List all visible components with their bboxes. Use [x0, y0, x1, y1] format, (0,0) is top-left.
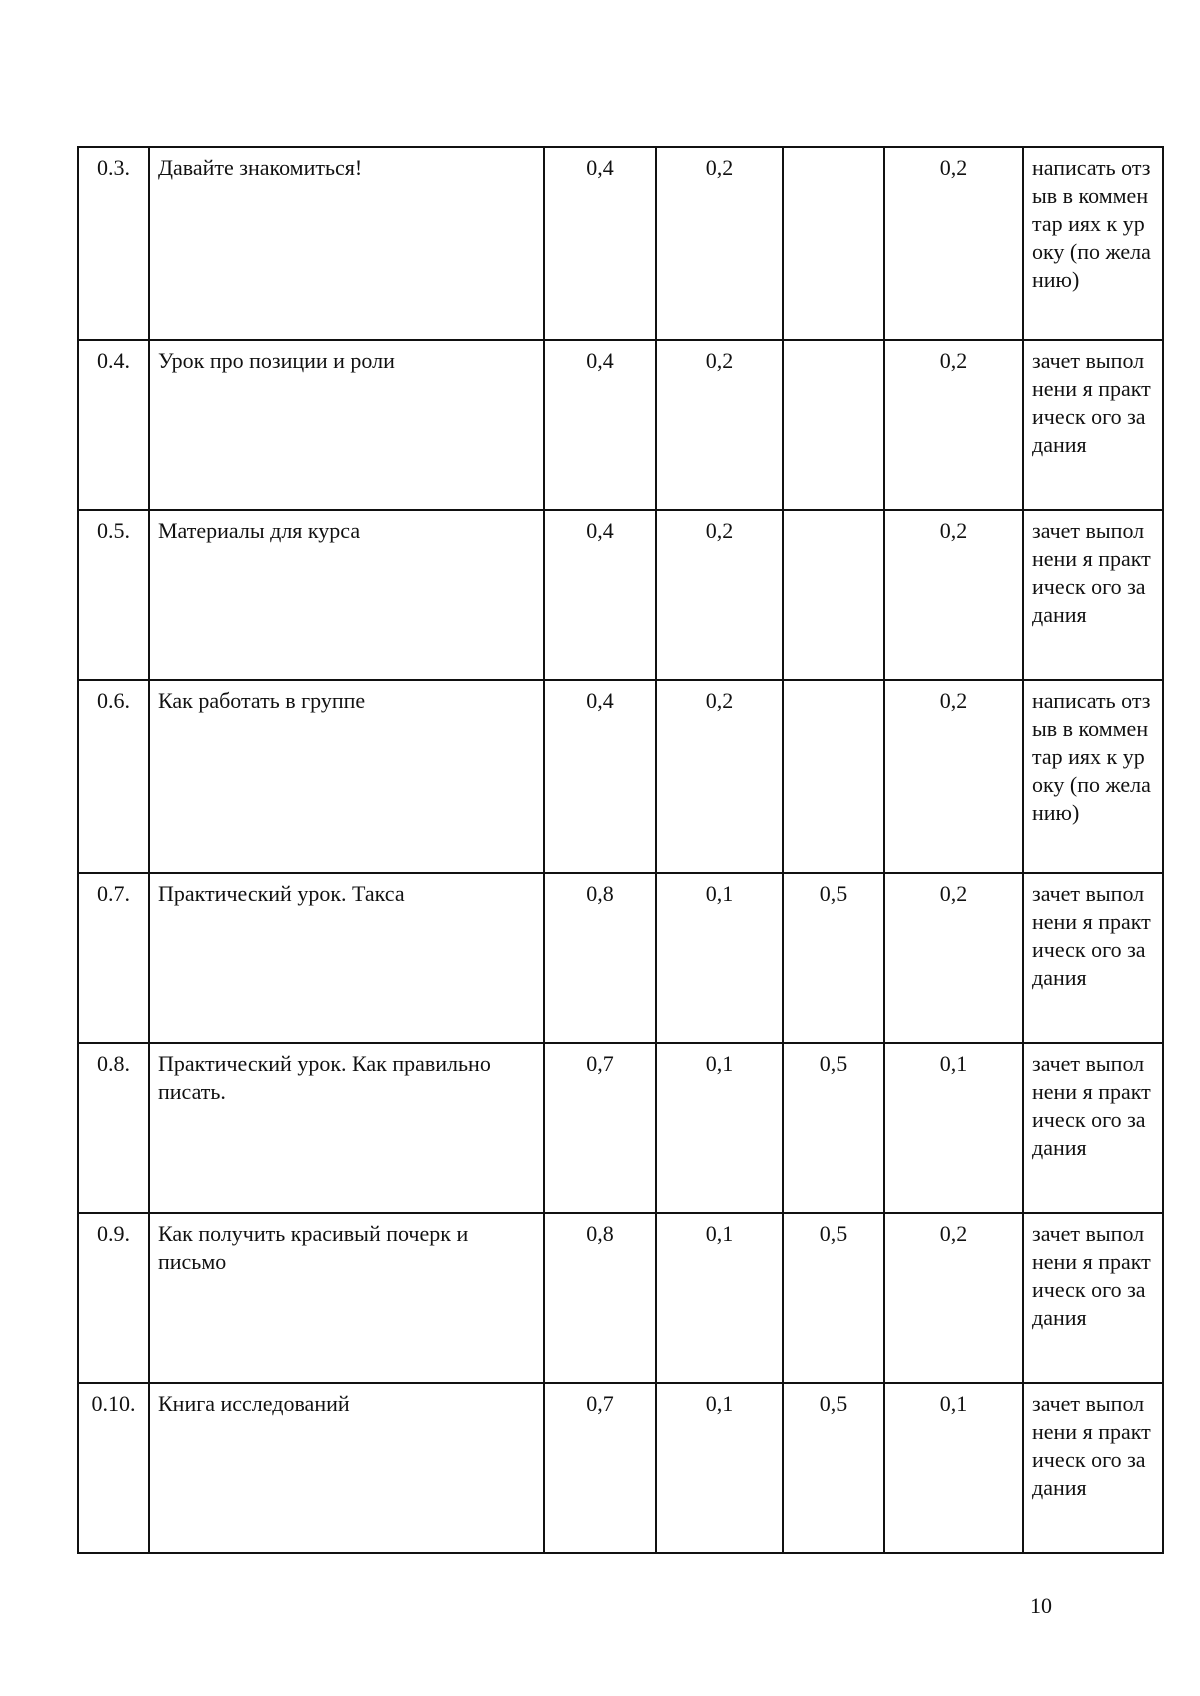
hours-self-study-cell: 0,2 [884, 873, 1023, 1043]
row-number-cell: 0.7. [78, 873, 149, 1043]
table-row [78, 1213, 1163, 1383]
curriculum-table-body [78, 147, 1163, 1553]
hours-theory-cell: 0,1 [656, 1383, 783, 1553]
hours-self-study-cell: 0,2 [884, 680, 1023, 873]
lesson-title-cell: Как работать в группе [149, 680, 544, 873]
row-number-cell: 0.3. [78, 147, 149, 340]
table-row [78, 147, 1163, 340]
table-row [78, 1043, 1163, 1213]
hours-practice-cell [783, 340, 884, 510]
hours-practice-cell [783, 147, 884, 340]
lesson-title-cell: Книга исследований [149, 1383, 544, 1553]
control-form-cell: зачет выполнени я практическ ого задания [1023, 873, 1163, 1043]
row-number-cell: 0.8. [78, 1043, 149, 1213]
lesson-title-cell: Материалы для курса [149, 510, 544, 680]
hours-total-cell: 0,4 [544, 147, 656, 340]
table-row [78, 1383, 1163, 1553]
row-number-cell: 0.4. [78, 340, 149, 510]
table-row [78, 873, 1163, 1043]
hours-theory-cell: 0,1 [656, 1043, 783, 1213]
hours-practice-cell [783, 680, 884, 873]
table-row [78, 680, 1163, 873]
hours-total-cell: 0,7 [544, 1383, 656, 1553]
hours-self-study-cell: 0,1 [884, 1383, 1023, 1553]
hours-practice-cell: 0,5 [783, 873, 884, 1043]
hours-practice-cell: 0,5 [783, 1383, 884, 1553]
hours-practice-cell: 0,5 [783, 1213, 884, 1383]
hours-self-study-cell: 0,2 [884, 340, 1023, 510]
hours-total-cell: 0,8 [544, 1213, 656, 1383]
hours-total-cell: 0,4 [544, 680, 656, 873]
lesson-title-cell: Давайте знакомиться! [149, 147, 544, 340]
lesson-title-cell: Урок про позиции и роли [149, 340, 544, 510]
control-form-cell: зачет выполнени я практическ ого задания [1023, 1383, 1163, 1553]
hours-practice-cell [783, 510, 884, 680]
hours-self-study-cell: 0,2 [884, 510, 1023, 680]
hours-theory-cell: 0,1 [656, 1213, 783, 1383]
hours-total-cell: 0,4 [544, 340, 656, 510]
row-number-cell: 0.5. [78, 510, 149, 680]
lesson-title-cell: Как получить красивый почерк и письмо [149, 1213, 544, 1383]
hours-total-cell: 0,7 [544, 1043, 656, 1213]
control-form-cell: написать отзыв в комментар иях к уроку (по желанию) [1023, 680, 1163, 873]
control-form-cell: зачет выполнени я практическ ого задания [1023, 1213, 1163, 1383]
curriculum-table [77, 146, 1164, 1554]
row-number-cell: 0.6. [78, 680, 149, 873]
hours-self-study-cell: 0,1 [884, 1043, 1023, 1213]
control-form-cell: зачет выполнени я практическ ого задания [1023, 1043, 1163, 1213]
hours-total-cell: 0,4 [544, 510, 656, 680]
table-row [78, 510, 1163, 680]
lesson-title-cell: Практический урок. Как правильно писать. [149, 1043, 544, 1213]
row-number-cell: 0.9. [78, 1213, 149, 1383]
control-form-cell: зачет выполнени я практическ ого задания [1023, 340, 1163, 510]
hours-practice-cell: 0,5 [783, 1043, 884, 1213]
hours-theory-cell: 0,2 [656, 340, 783, 510]
row-number-cell: 0.10. [78, 1383, 149, 1553]
hours-self-study-cell: 0,2 [884, 1213, 1023, 1383]
hours-theory-cell: 0,1 [656, 873, 783, 1043]
hours-theory-cell: 0,2 [656, 510, 783, 680]
hours-theory-cell: 0,2 [656, 680, 783, 873]
hours-total-cell: 0,8 [544, 873, 656, 1043]
hours-self-study-cell: 0,2 [884, 147, 1023, 340]
control-form-cell: написать отзыв в комментар иях к уроку (по желанию) [1023, 147, 1163, 340]
lesson-title-cell: Практический урок. Такса [149, 873, 544, 1043]
control-form-cell: зачет выполнени я практическ ого задания [1023, 510, 1163, 680]
page-number: 10 [1030, 1593, 1052, 1618]
table-row [78, 340, 1163, 510]
hours-theory-cell: 0,2 [656, 147, 783, 340]
